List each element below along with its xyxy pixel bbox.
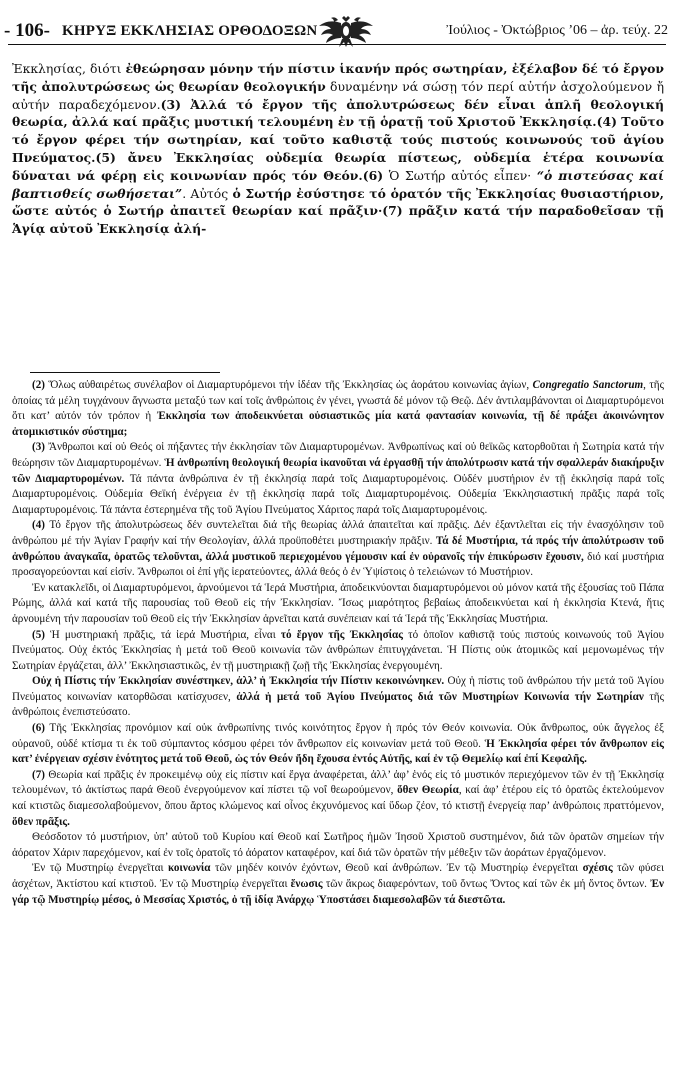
footnote-bold: τό ἔργον τῆς Ἐκκλησίας (280, 628, 403, 641)
footnote-7 (12, 768, 664, 830)
footnote-bold: ἀλλά ἡ μετά τοῦ Ἁγίου Πνεύματος διά τῶν Μυστηρίων Κοινωνία τήν Σωτηρίαν (236, 690, 644, 703)
main-text-bold: ὁ Σωτήρ ἐσύστησε τό ὁρατόν τῆς Ἐκκλησίας θυσιαστήριον, ὥστε αὐτός ὁ Σωτήρ ἀπαιτεῖ θεωρίαν καί πρᾶξιν·(7) πρᾶξιν κατά τήν παραδοθεῖσαν τῇ Ἁγίᾳ αὐτοῦ Ἐκκλησίᾳ ἀλή- (12, 185, 664, 237)
double-headed-eagle-icon (317, 14, 375, 48)
footnote-marker: (7) (32, 768, 45, 781)
footnote-text: Θεόσδοτον τό μυστήριον, ὑπ’ αὐτοῦ τοῦ Κυρίου καί Θεοῦ καί Σωτῆρος ἡμῶν Ἰησοῦ Χριστοῦ συστημένον, διά τῶν ὁρατῶν σημείων τήν ἀόρατον Χάριν παρεχόμενον, καί ἐν τοῖς ὁρατοῖς τό ἀόρατον καταφέρον, καί διά τῶν ὁρατῶν τήν μέθεξιν τῶν ἀοράτων ἐργαζόμενον. (12, 831, 664, 859)
footnote-bold: σχέσις (582, 862, 613, 875)
quotation: “ὁ πιστεύσας καί βαπτισθείς σωθήσεται” (12, 167, 664, 201)
main-text (12, 60, 664, 238)
main-text-span: Ὁ Σωτήρ αὐτός εἶπεν· (383, 167, 537, 183)
page-header (0, 14, 674, 44)
footnote-marker: (5) (32, 628, 45, 641)
footnote-text: , τῆς ὁποίας τά μέλη τυγχάνουν ἄγνωστα μεταξύ των καί τοῖς ἀνθρώποις ἐν γένει, γνωστά δέ μόνον τῷ Θεῷ. Δέν ἀντιλαμβάνονται οἱ Διαμαρτυρόμενοι ὅτι κατ’ αὐτόν τόν τρόπον ἡ (12, 379, 664, 423)
latin-term: Congregatio Sanctorum (532, 379, 644, 391)
main-text-bold: ἐθεώρησαν μόνην τήν πίστιν ἱκανήν πρός σωτηρίαν, ἐξέλαβον δέ τό ἔργον τῆς ἀπολυτρώσεως ὡς θεωρίαν θεολογικήν (12, 61, 664, 94)
main-text-span: . Αὐτός (182, 185, 233, 201)
footnote-text: Ἐν τῷ Μυστηρίῳ ἐνεργεῖται (32, 862, 169, 875)
footnote-text: Τά πάντα ἀνθρώπινα ἐν τῇ ἐκκλησίᾳ παρά τοῖς Διαμαρτυρομένοις. Οὐδέν μυστήριον ἐν τῇ ἐκκλησίᾳ παρά τοῖς Διαμαρτυρομένοις. Οὐδεμία Θεϊκή ἐνέργεια ἐν τῇ ἐκκλησίᾳ παρά τοῖς Διαμαρτυρομένοις. Οὐδεμία Ἐκκλησιαστική πρᾶξις παρά τοῖς Διαμαρτυρομένοις. Τά πάντα ἐστερημένα τῆς τοῦ Ἁγίου Πνεύματος Χάριτος παρά τοῖς Διαμαρτυρομένοις. (12, 472, 664, 516)
footnote-marker: (2) (32, 379, 45, 391)
footnote-text: τῶν ἄκρως διαφερόντων, τοῦ ὄντως Ὄντος καί τῶν ἐκ μή ὄντος ὄντων. (322, 878, 651, 890)
issue-info: Ἰούλιος - Ὀκτώβριος ’06 – ἀρ. τεύχ. 22 (446, 23, 668, 38)
footnote-text: Τῆς Ἐκκλησίας προνόμιον καί οὐκ ἀνθρωπίνης τινός κοινότητος ἔργον ἡ πρός τόν Θεόν κοινωνία. Οὐκ ἄνθρωπος, οὐκ ἄγγελος ἐξ οὐρανοῦ, οὐδέ κτίσμα τι ἐκ τοῦ σύμπαντος κόσμου φέρει τόν ἄνθρωπον εἰς κοινωνίαν μετά τοῦ Θεοῦ. (12, 722, 664, 750)
footnote-bold: Ἡ Ἐκκλησία φέρει τόν ἄνθρωπον εἰς κατ’ ἐνέργειαν σχέσιν ἑνότητος μετά τοῦ Θεοῦ, ὡς τόν Θεόν ἤδη ἔχουσα ἐντός Αὐτῆς, καί ἐν τῷ Θεμελίῳ καί ἐπί Κεφαλῆς. (12, 737, 664, 766)
footnote-text: Οὐχ ἡ πίστις τοῦ ἀνθρώπου τήν μετά τοῦ Ἁγίου Πνεύματος κοινωνίαν κατορθῶσαι κατίσχυσεν, (12, 675, 664, 703)
footnote-text: Τό ἔργον τῆς ἀπολυτρώσεως δέν συντελεῖται διά τῆς θεωρίας ἀλλά ἀπαιτεῖται καί πρᾶξις. Δέν ἐξαντλεῖται εἰς τήν ἐνασχόλησιν τοῦ ἀνθρώπου μέ τήν Ἁγίαν Γραφήν καί τήν Θεολογίαν, ἀλλά προϋποθέτει μυστηριακήν πρᾶξιν. (12, 519, 664, 547)
footnote-4-cont (12, 581, 664, 628)
footnote-bold: Ἡ ἀνθρωπίνη θεολογική θεωρία ἱκανοῦται νά ἐργασθῇ τήν ἀπολύτρωσιν κατά τήν σφαλλεράν διακήρυξιν τῶν Διαμαρτυρομένων. (12, 456, 665, 485)
footnote-bold: Οὐχ ἡ Πίστις τήν Ἐκκλησίαν συνέστηκεν, ἀλλ’ ἡ Ἐκκλησία τήν Πίστιν κεκοινώνηκεν. (32, 675, 445, 688)
footnote-5-cont (12, 674, 664, 721)
footnote-rule (30, 372, 220, 373)
main-text-bold: (3) Ἀλλά τό ἔργον τῆς ἀπολυτρώσεως δέν εἶναι ἁπλῆ θεολογική θεωρία, ἀλλά καί πρᾶξις μυστική τελουμένη ἐν τῇ ὁρατῇ τοῦ Χριστοῦ Ἐκκλησίᾳ.(4) Τοῦτο τό ἔργον φέρει τήν σωτηρίαν, καί τοῦτο καθιστᾷ τούς πιστούς κοινωνούς τοῦ ἁγίου Πνεύματος.(5) ἄνευ Ἐκκλησίας οὐδεμία θεωρία πίστεως, οὐδεμία ἑτέρα κοινωνία δύναται νά φέρῃ εἰς κοινωνίαν πρός τόν Θεόν.(6) (12, 96, 665, 183)
footnote-marker: (3) (32, 441, 45, 454)
footnote-7-cont (12, 830, 664, 861)
footnote-text: Ἡ μυστηριακή πρᾶξις, τά ἱερά Μυστήρια, εἶναι (44, 628, 281, 641)
footnote-text: τῆς ἀνθρώποις ἐνεπιστεύσατο. (12, 690, 664, 719)
footnote-2 (12, 378, 664, 440)
main-text-span: δυναμένην νά σώσῃ τόν περί αὐτήν ἀσχολούμενον ἤ αὐτήν παραδεχόμενον. (12, 78, 664, 112)
footnote-text: τῶν φύσει ἀσχέτων, Ἀκτίστου καί κτιστοῦ. Ἐν τῷ Μυστηρίῳ ἐνεργεῖται (12, 862, 664, 890)
footnote-bold: ὅθεν Θεωρία (397, 784, 459, 797)
footnote-text: διό καί μυστήρια προσαγορεύονται καί εἰσίν. Ἄνθρωποι οἱ ἐπί γῆς ἱερατεύοντες, ἀλλά θεός ὁ ἐν Ὑψίστοις ὁ τελειώνων τό Μυστήριον. (12, 550, 664, 579)
footnote-bold: Ἐκκλησία των ἀποδεικνύεται οὐσιαστικῶς μία κατά φαντασίαν κοινωνία, τῇ δέ πράξει ἀκοινώνητον ἀτομικιστικόν σύστημα; (12, 410, 664, 438)
footnote-bold: κοινωνία (168, 862, 211, 875)
footnote-text: τό ὁποῖον καθιστᾷ τούς πιστούς κοινωνούς τοῦ Ἁγίου Πνεύματος. Οὐχ ἐκτός Ἐκκλησίας ἡ μετά τοῦ Θεοῦ κοινωνία τῶν ἀνθρώπων ἐπιτυγχάνεται. Ἡ Πίστις οὐκ ἀτομικῶς καί μεμονωμένως τήν Σωτηρίαν ἐργάζεται, ἀλλ’ Ἐκκλησιαστικῶς, ἐν τῇ μυστηριακῇ ζωῇ τῆς Ἐκκλησίας ἐνεργουμένη. (12, 628, 665, 672)
main-paragraph (12, 60, 664, 238)
footnote-marker: (4) (32, 519, 45, 532)
footnote-7-cont (12, 861, 664, 908)
footnote-3 (12, 440, 664, 518)
footnotes (12, 378, 664, 908)
footnote-4 (12, 518, 664, 580)
footnote-text: Θεωρία καί πρᾶξις ἐν προκειμένῳ οὐχ εἰς πίστιν καί ἔργα ἀναφέρεται, ἀλλ’ ἀφ’ ἑνός εἰς τό μυστικόν περιεχόμενον τῶν ἐν τῇ Ἐκκλησίᾳ τελουμένων, τό ἀκτίστως παρά Θεοῦ ἐνεργούμενον καί πίστει τῷ νοΐ θεωρούμενον, (12, 768, 664, 797)
footnote-text: , καί ἀφ’ ἑτέρου εἰς τό ὁρατῶς ἐκτελούμενον καί κτιστῶς διαμεσολαβούμενον, ὅπου ἄρτος κλώμενος καί οἶνος ἐκχυνόμενος καί ὕδωρ ζέον, τό κτιστῇ ἐνεργείᾳ παρ’ ἀνθρώποις πραττόμενον, (12, 784, 665, 813)
footnote-bold: ἕνωσις (290, 878, 323, 890)
page-number: - 106- (4, 20, 50, 41)
footnote-marker: (6) (32, 722, 45, 735)
header-rule (8, 44, 666, 45)
footnote-text: τῶν μηδέν κοινόν ἐχόντων, Θεοῦ καί ἀνθρώπων. Ἐν τῷ Μυστηρίῳ ἐνεργεῖται (210, 862, 583, 875)
footnote-text: Ὅλως αὐθαιρέτως συνέλαβον οἱ Διαμαρτυρόμενοι τήν ἰδέαν τῆς Ἐκκλησίας ὡς ἀοράτου κοινωνίας ἁγίων, (44, 379, 533, 391)
footnote-text: Ἄνθρωποι καί οὐ Θεός οἱ πήξαντες τήν ἐκκλησίαν τῶν Διαμαρτυρομένων. Ἀνθρωπίνως καί οὐ θεϊκῶς κατορθοῦται ἡ Σωτηρία κατά τήν θεώρησιν τῶν Διαμαρτυρομένων. (12, 441, 664, 469)
footnote-bold: ὅθεν πρᾶξις. (12, 815, 70, 828)
footnote-bold: Τά δέ Μυστήρια, τά πρός τήν ἀπολύτρωσιν τοῦ ἀνθρώπου ἀναγκαῖα, ὁρατῶς τελοῦνται, ἀλλά μυστικοῦ περιεχομένου γέμουσιν καί ἐν οὐρανοῖς τήν ἐπικύρωσιν ἔχουσιν, (12, 534, 664, 563)
footnote-5 (12, 628, 664, 675)
journal-title: ΚΗΡΥΞ ΕΚΚΛΗΣΙΑΣ ΟΡΘΟΔΟΞΩΝ (62, 23, 318, 39)
footnote-bold: Ἐν γάρ τῷ Μυστηρίῳ μέσος, ὁ Μεσσίας Χριστός, ὁ τῇ ἰδίᾳ Ἀνάρχῳ Ὑποστάσει διαμεσολαβῶν τά διεστῶτα. (12, 878, 664, 906)
footnote-6 (12, 721, 664, 768)
main-text-span: Ἐκκλησίας, διότι (12, 61, 126, 76)
footnote-text: Ἐν κατακλεῖδι, οἱ Διαμαρτυρόμενοι, ἀρνούμενοι τά Ἱερά Μυστήρια, ἀποδεικνύονται διαμαρτυρόμενοι οὐ μόνον κατά τῆς ἐξουσίας τοῦ Πάπα Ρώμης, ἀλλά καί κατά τῆς παρουσίας τοῦ Θεοῦ εἰς τήν Ἐκκλησίαν. Ἴσως μιαρότητος βεβαίως ἀποδεικνύεται καί ἡ ἐκκλησία Κτενά, ἥτις ἀρνουμένη τήν παρουσίαν τοῦ Θεοῦ εἰς τήν Ἐκκλησίαν ἀρνεῖται κατά συνέπειαν καί τά Ἱερά τῆς Ἐκκλησίας Μυστήρια. (12, 581, 664, 625)
